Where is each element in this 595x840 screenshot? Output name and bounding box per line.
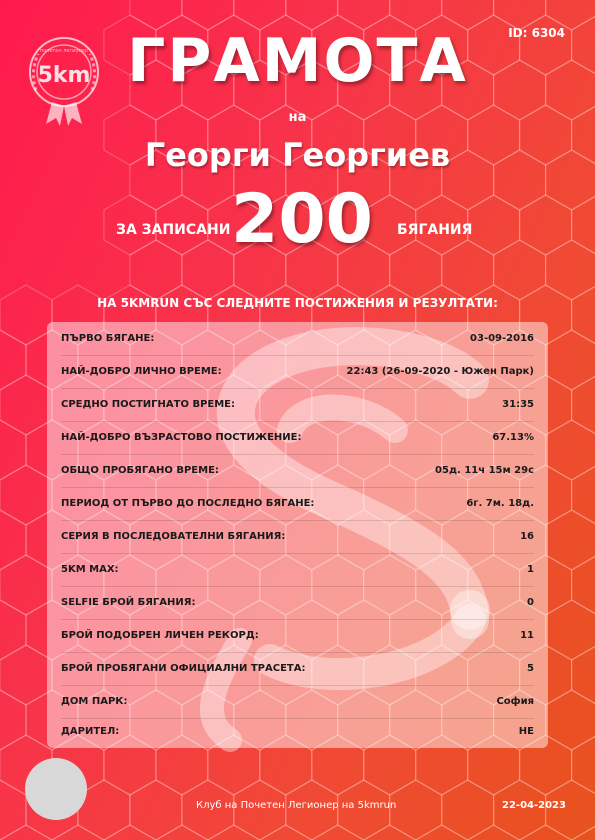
stat-label: ПЪРВО БЯГАНЕ: <box>61 333 155 344</box>
stat-value: 31:35 <box>502 399 534 410</box>
seal-logo-text: 5km <box>37 63 91 88</box>
run-count: 200 <box>231 180 373 259</box>
stat-value: 03-09-2016 <box>470 333 534 344</box>
stat-row <box>61 388 534 422</box>
stat-value: 67.13% <box>492 432 534 443</box>
stat-row <box>61 715 534 748</box>
stat-value: 1 <box>527 564 534 575</box>
stat-value: 11 <box>520 630 534 641</box>
stat-label: БРОЙ ПРОБЯГАНИ ОФИЦИАЛНИ ТРАСЕТА: <box>61 663 306 674</box>
preposition-label: на <box>288 110 307 125</box>
stat-label: ПЕРИОД ОТ ПЪРВО ДО ПОСЛЕДНО БЯГАНЕ: <box>61 498 315 509</box>
stat-value: 16 <box>520 531 534 542</box>
stat-row <box>61 454 534 488</box>
stat-row <box>61 652 534 686</box>
stat-value: 0 <box>527 597 534 608</box>
stat-label: БРОЙ ПОДОБРЕН ЛИЧЕН РЕКОРД: <box>61 630 259 641</box>
stat-value: 5 <box>527 663 534 674</box>
stat-label: СРЕДНО ПОСТИГНАТО ВРЕМЕ: <box>61 399 236 410</box>
stat-label: ОБЩО ПРОБЯГАНО ВРЕМЕ: <box>61 465 219 476</box>
page-title: ГРАМОТА <box>127 26 468 96</box>
runs-label: БЯГАНИЯ <box>397 222 473 238</box>
stat-value: 6г. 7м. 18д. <box>466 498 534 509</box>
stats-panel <box>47 322 548 748</box>
stat-label: НАЙ-ДОБРО ВЪЗРАСТОВО ПОСТИЖЕНИЕ: <box>61 432 302 443</box>
stat-value: София <box>496 696 534 707</box>
stat-label: 5KM MAX: <box>61 564 119 575</box>
stat-row <box>61 520 534 554</box>
stat-row <box>61 421 534 455</box>
stat-row <box>61 487 534 521</box>
footer-club-name: Клуб на Почетен Легионер на 5kmrun <box>196 800 397 811</box>
stat-row <box>61 322 534 356</box>
achievements-subtitle: НА 5KMRUN СЪС СЛЕДНИТЕ ПОСТИЖЕНИЯ И РЕЗУЛТАТИ: <box>97 296 498 310</box>
stat-value: 05д. 11ч 15м 29с <box>435 465 534 476</box>
stat-row <box>61 553 534 587</box>
stat-label: SELFIE БРОЙ БЯГАНИЯ: <box>61 597 196 608</box>
avatar <box>25 758 87 820</box>
stat-value: НЕ <box>518 726 534 737</box>
stat-row <box>61 586 534 620</box>
stat-row <box>61 619 534 653</box>
stat-label: НАЙ-ДОБРО ЛИЧНО ВРЕМЕ: <box>61 366 222 377</box>
stat-row <box>61 355 534 389</box>
stat-value: 22:43 (26-09-2020 - Южен Парк) <box>346 366 534 377</box>
footer-date: 22-04-2023 <box>502 800 566 811</box>
seal-caption: почетен легионер <box>40 48 88 54</box>
stat-row <box>61 685 534 719</box>
stat-label: ДАРИТЕЛ: <box>61 726 120 737</box>
for-recorded-label: ЗА ЗАПИСАНИ <box>116 222 231 238</box>
stat-label: СЕРИЯ В ПОСЛЕДОВАТЕЛНИ БЯГАНИЯ: <box>61 531 286 542</box>
certificate-id: ID: 6304 <box>508 26 565 40</box>
recipient-name: Георги Георгиев <box>144 136 451 174</box>
stat-label: ДОМ ПАРК: <box>61 696 128 707</box>
